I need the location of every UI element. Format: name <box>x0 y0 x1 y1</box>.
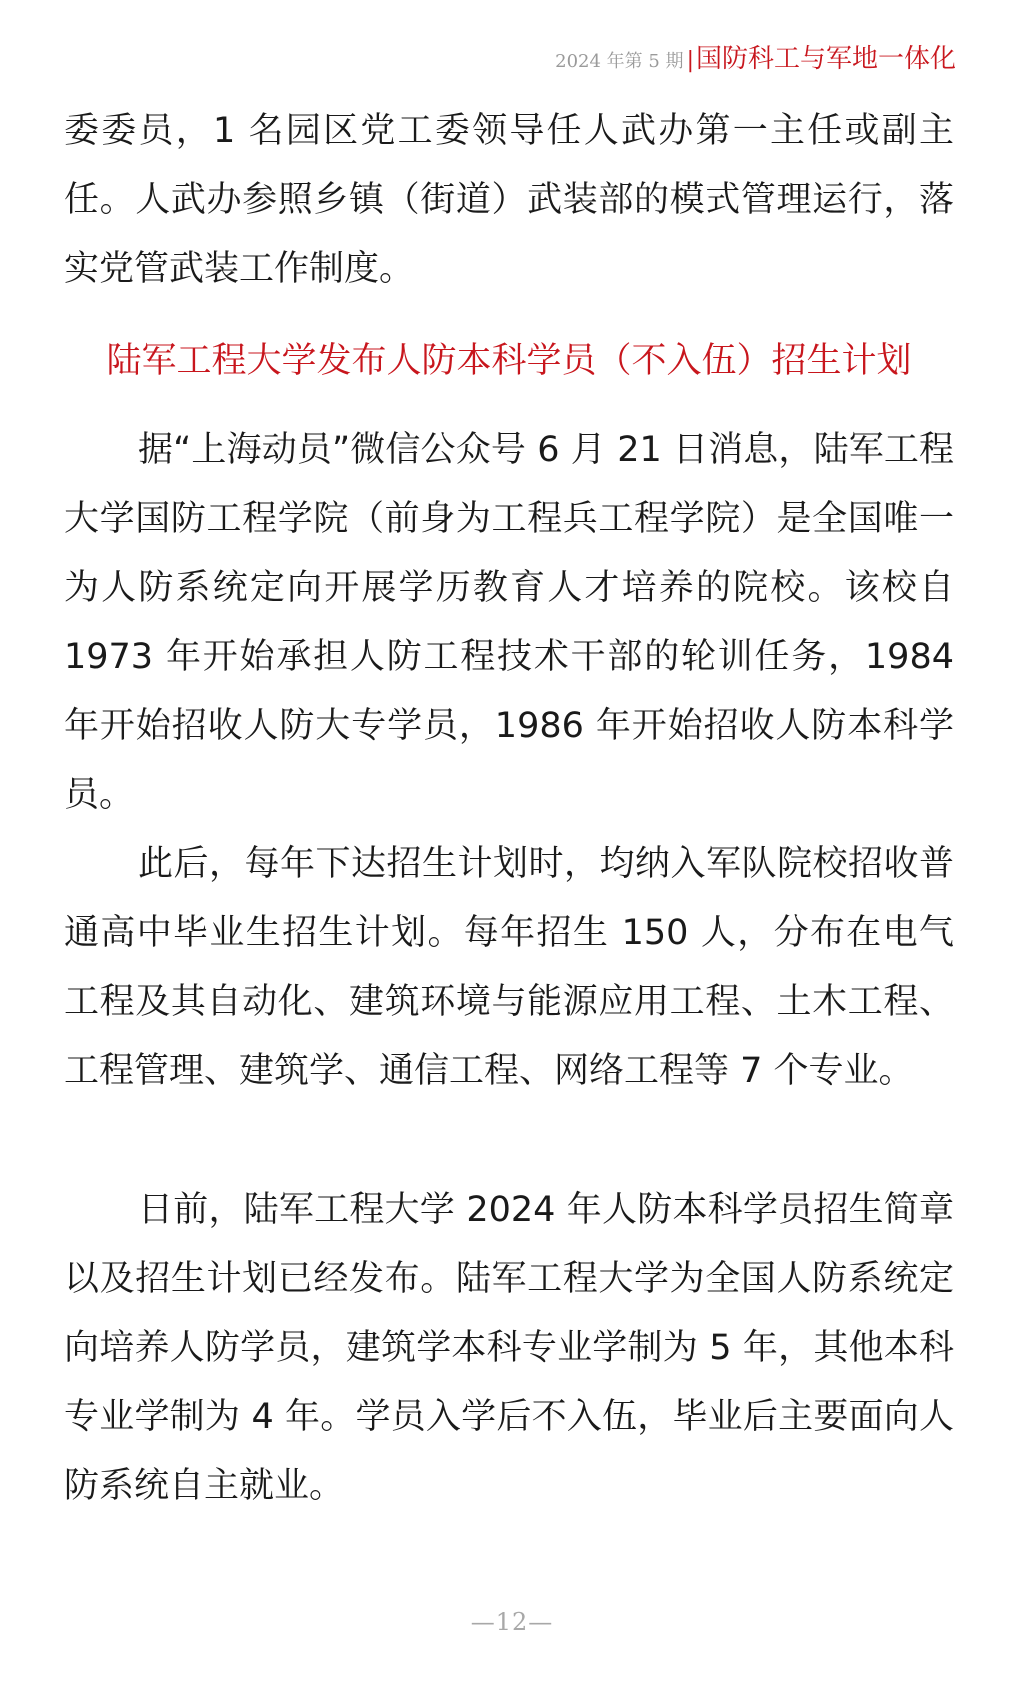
article-paragraph-2: 此后，每年下达招生计划时，均纳入军队院校招收普通高中毕业生招生计划。每年招生 150 人，分布在电气工程及其自动化、建筑环境与能源应用工程、土木工程、工程管理、建筑学、通信工程、网络工程等 7 个专业。 <box>64 844 954 1091</box>
article-title: 陆军工程大学发布人防本科学员（不入伍）招生计划 <box>106 341 912 381</box>
column-title: 国防科工与军地一体化 <box>695 44 956 74</box>
running-header <box>555 38 956 74</box>
article-paragraph-1: 据“上海动员”微信公众号 6 月 21 日消息，陆军工程大学国防工程学院（前身为工程兵工程学院）是全国唯一为人防系统定向开展学历教育人才培养的院校。该校自 1973 年开始承担人防工程技术干部的轮训任务，1984 年开始招收人防大专学员，1986 年开始招收人防本科学员。 <box>64 430 954 815</box>
continued-paragraph: 委委员，1 名园区党工委领导任人武办第一主任或副主任。人武办参照乡镇（街道）武装部的模式管理运行，落实党管武装工作制度。 <box>64 111 954 289</box>
header-separator: | <box>686 48 694 73</box>
page-number: —12— <box>470 1608 554 1636</box>
issue-label: 2024 年第 5 期 <box>555 51 684 72</box>
article-paragraph-3: 日前，陆军工程大学 2024 年人防本科学员招生简章以及招生计划已经发布。陆军工程大学为全国人防系统定向培养人防学员，建筑学本科专业学制为 5 年，其他本科专业学制为 4 年。学员入学后不入伍，毕业后主要面向人防系统自主就业。 <box>64 1190 954 1506</box>
